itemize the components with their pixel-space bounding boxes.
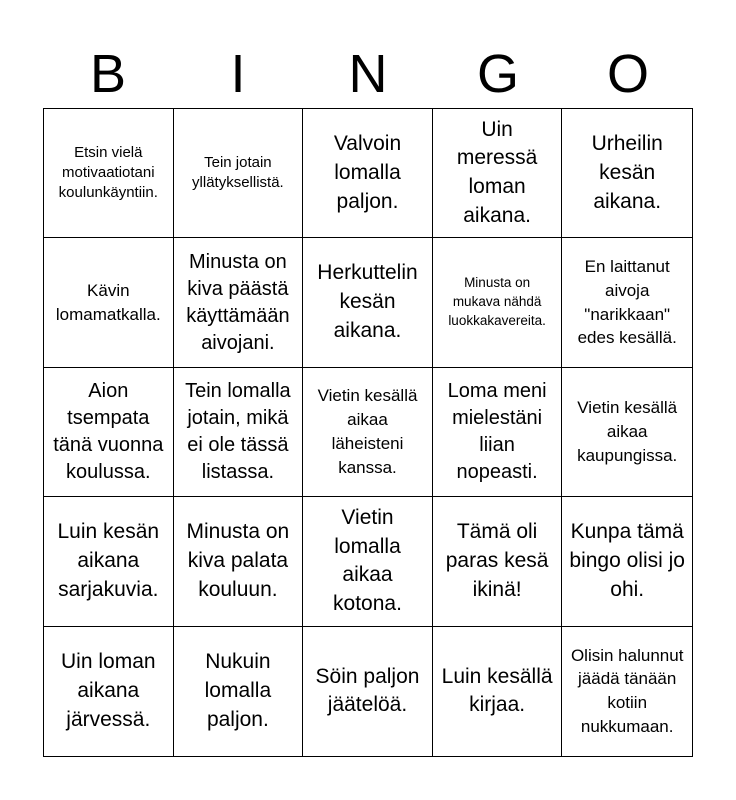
bingo-cell[interactable]: Tämä oli paras kesä ikinä! — [433, 497, 563, 626]
bingo-cell[interactable]: Uin meressä loman aikana. — [433, 109, 563, 238]
header-letter-n: N — [348, 44, 388, 104]
bingo-cell[interactable]: Kunpa tämä bingo olisi jo ohi. — [562, 497, 692, 626]
bingo-cell[interactable]: Luin kesällä kirjaa. — [433, 627, 563, 756]
bingo-cell[interactable]: Herkuttelin kesän aikana. — [303, 238, 433, 367]
bingo-cell[interactable]: Olisin halunnut jäädä tänään kotiin nukkumaan. — [570, 645, 684, 737]
bingo-cell[interactable]: Vietin kesällä aikaa kaupungissa. — [562, 368, 692, 497]
bingo-cell[interactable]: Minusta on kiva päästä käyttämään aivojani. — [174, 238, 304, 367]
bingo-cell[interactable]: Vietin lomalla aikaa kotona. — [303, 497, 433, 626]
header-letter-g: G — [476, 44, 519, 104]
bingo-cell[interactable]: Söin paljon jäätelöä. — [303, 627, 433, 756]
bingo-cell[interactable]: Uin loman aikana järvessä. — [44, 627, 174, 756]
bingo-cell[interactable]: Tein lomalla jotain, mikä ei ole tässä listassa. — [174, 368, 304, 497]
header-letter-i: I — [230, 44, 246, 104]
bingo-cell[interactable]: Kävin lomamatkalla. — [44, 238, 174, 367]
bingo-cell[interactable]: Vietin kesällä aikaa läheisteni kanssa. — [303, 368, 433, 497]
header-letter-b: B — [89, 44, 127, 104]
bingo-cell[interactable]: Etsin vielä motivaatiotani koulunkäyntiin. — [44, 109, 174, 238]
bingo-cell[interactable]: Nukuin lomalla paljon. — [174, 627, 304, 756]
bingo-header — [43, 40, 693, 108]
bingo-cell[interactable]: Loma meni mielestäni liian nopeasti. — [433, 368, 563, 497]
bingo-cell[interactable]: Aion tsempata tänä vuonna koulussa. — [44, 368, 174, 497]
bingo-cell[interactable]: En laittanut aivoja "narikkaan" edes kesällä. — [562, 238, 692, 367]
header-letter-o: O — [606, 44, 649, 104]
bingo-cell[interactable]: Minusta on kiva palata kouluun. — [174, 497, 304, 626]
bingo-cell[interactable]: Minusta on mukava nähdä luokkakavereita. — [433, 238, 563, 367]
bingo-cell[interactable]: Tein jotain yllätyksellistä. — [174, 109, 304, 238]
bingo-cell[interactable]: Valvoin lomalla paljon. — [303, 109, 433, 238]
bingo-cell[interactable]: Luin kesän aikana sarjakuvia. — [44, 497, 174, 626]
bingo-board — [43, 108, 693, 757]
bingo-cell[interactable]: Urheilin kesän aikana. — [562, 109, 692, 238]
